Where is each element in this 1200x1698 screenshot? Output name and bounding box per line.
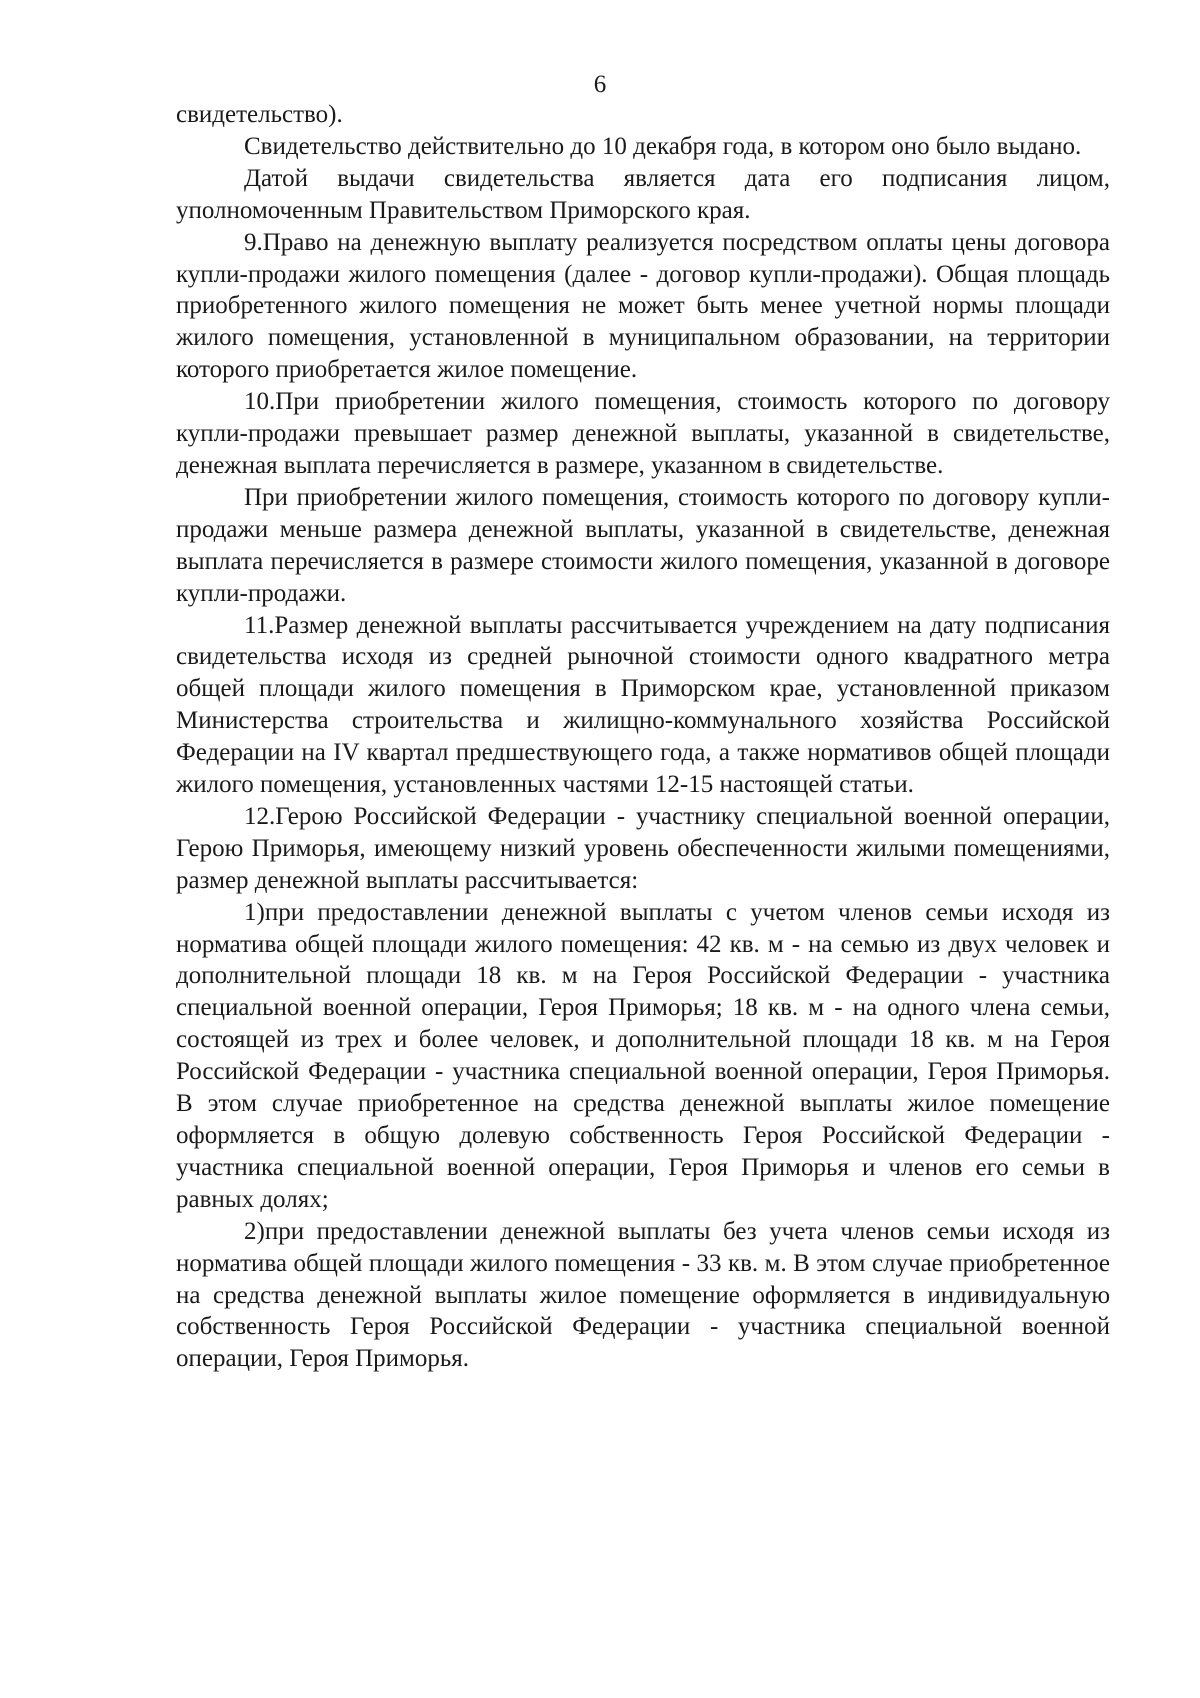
- document-body: [176, 99, 1110, 1375]
- paragraph: Свидетельство действительно до 10 декабря года, в котором оно было выдано.: [244, 132, 1082, 160]
- subparagraph-2: 2)при предоставлении денежной выплаты без учета членов семьи исходя из норматива общей площади жилого помещения - 33 кв. м. В этом случае приобретенное на средства денежной выплаты жилое помещение оформляется в индивидуальную собственность Героя Российской Федерации - участника специальной военной операции, Героя Приморья.: [176, 1217, 1110, 1373]
- paragraph-item-12: 12.Герою Российской Федерации - участнику специальной военной операции, Герою Приморья, имеющему низкий уровень обеспеченности жилыми помещениями, размер денежной выплаты рассчитывается:: [176, 802, 1110, 894]
- subparagraph-1: 1)при предоставлении денежной выплаты с учетом членов семьи исходя из норматива общей площади жилого помещения: 42 кв. м - на семью из двух человек и дополнительной площади 18 кв. м на Героя Российской Федерации - участника специальной военной операции, Героя Приморья; 18 кв. м - на одного члена семьи, состоящей из трех и более человек, и дополнительной площади 18 кв. м на Героя Российской Федерации - участника специальной военной операции, Героя Приморья. В этом случае приобретенное на средства денежной выплаты жилое помещение оформляется в общую долевую собственность Героя Российской Федерации - участника специальной военной операции, Героя Приморья и членов его семьи в равных долях;: [176, 898, 1110, 1213]
- paragraph: Датой выдачи свидетельства является дата его подписания лицом, уполномоченным Правительством Приморского края.: [176, 164, 1110, 224]
- paragraph-item-9: 9.Право на денежную выплату реализуется посредством оплаты цены договора купли-продажи жилого помещения (далее - договор купли-продажи). Общая площадь приобретенного жилого помещения не может быть менее учетной нормы площади жилого помещения, установленной в муниципальном образовании, на территории которого приобретается жилое помещение.: [176, 228, 1110, 384]
- paragraph: При приобретении жилого помещения, стоимость которого по договору купли-продажи меньше размера денежной выплаты, указанной в свидетельстве, денежная выплата перечисляется в размере стоимости жилого помещения, указанной в договоре купли-продажи.: [176, 483, 1110, 607]
- paragraph-item-10: 10.При приобретении жилого помещения, стоимость которого по договору купли-продажи превышает размер денежной выплаты, указанной в свидетельстве, денежная выплата перечисляется в размере, указанном в свидетельстве.: [176, 388, 1110, 479]
- page-number: 6: [593, 71, 607, 98]
- paragraph: свидетельство).: [176, 101, 343, 128]
- paragraph-item-11: 11.Размер денежной выплаты рассчитывается учреждением на дату подписания свидетельства исходя из средней рыночной стоимости одного квадратного метра общей площади жилого помещения в Приморском крае, установленной приказом Министерства строительства и жилищно-коммунального хозяйства Российской Федерации на IV квартал предшествующего года, а также нормативов общей площади жилого помещения, установленных частями 12-15 настоящей статьи.: [176, 611, 1110, 799]
